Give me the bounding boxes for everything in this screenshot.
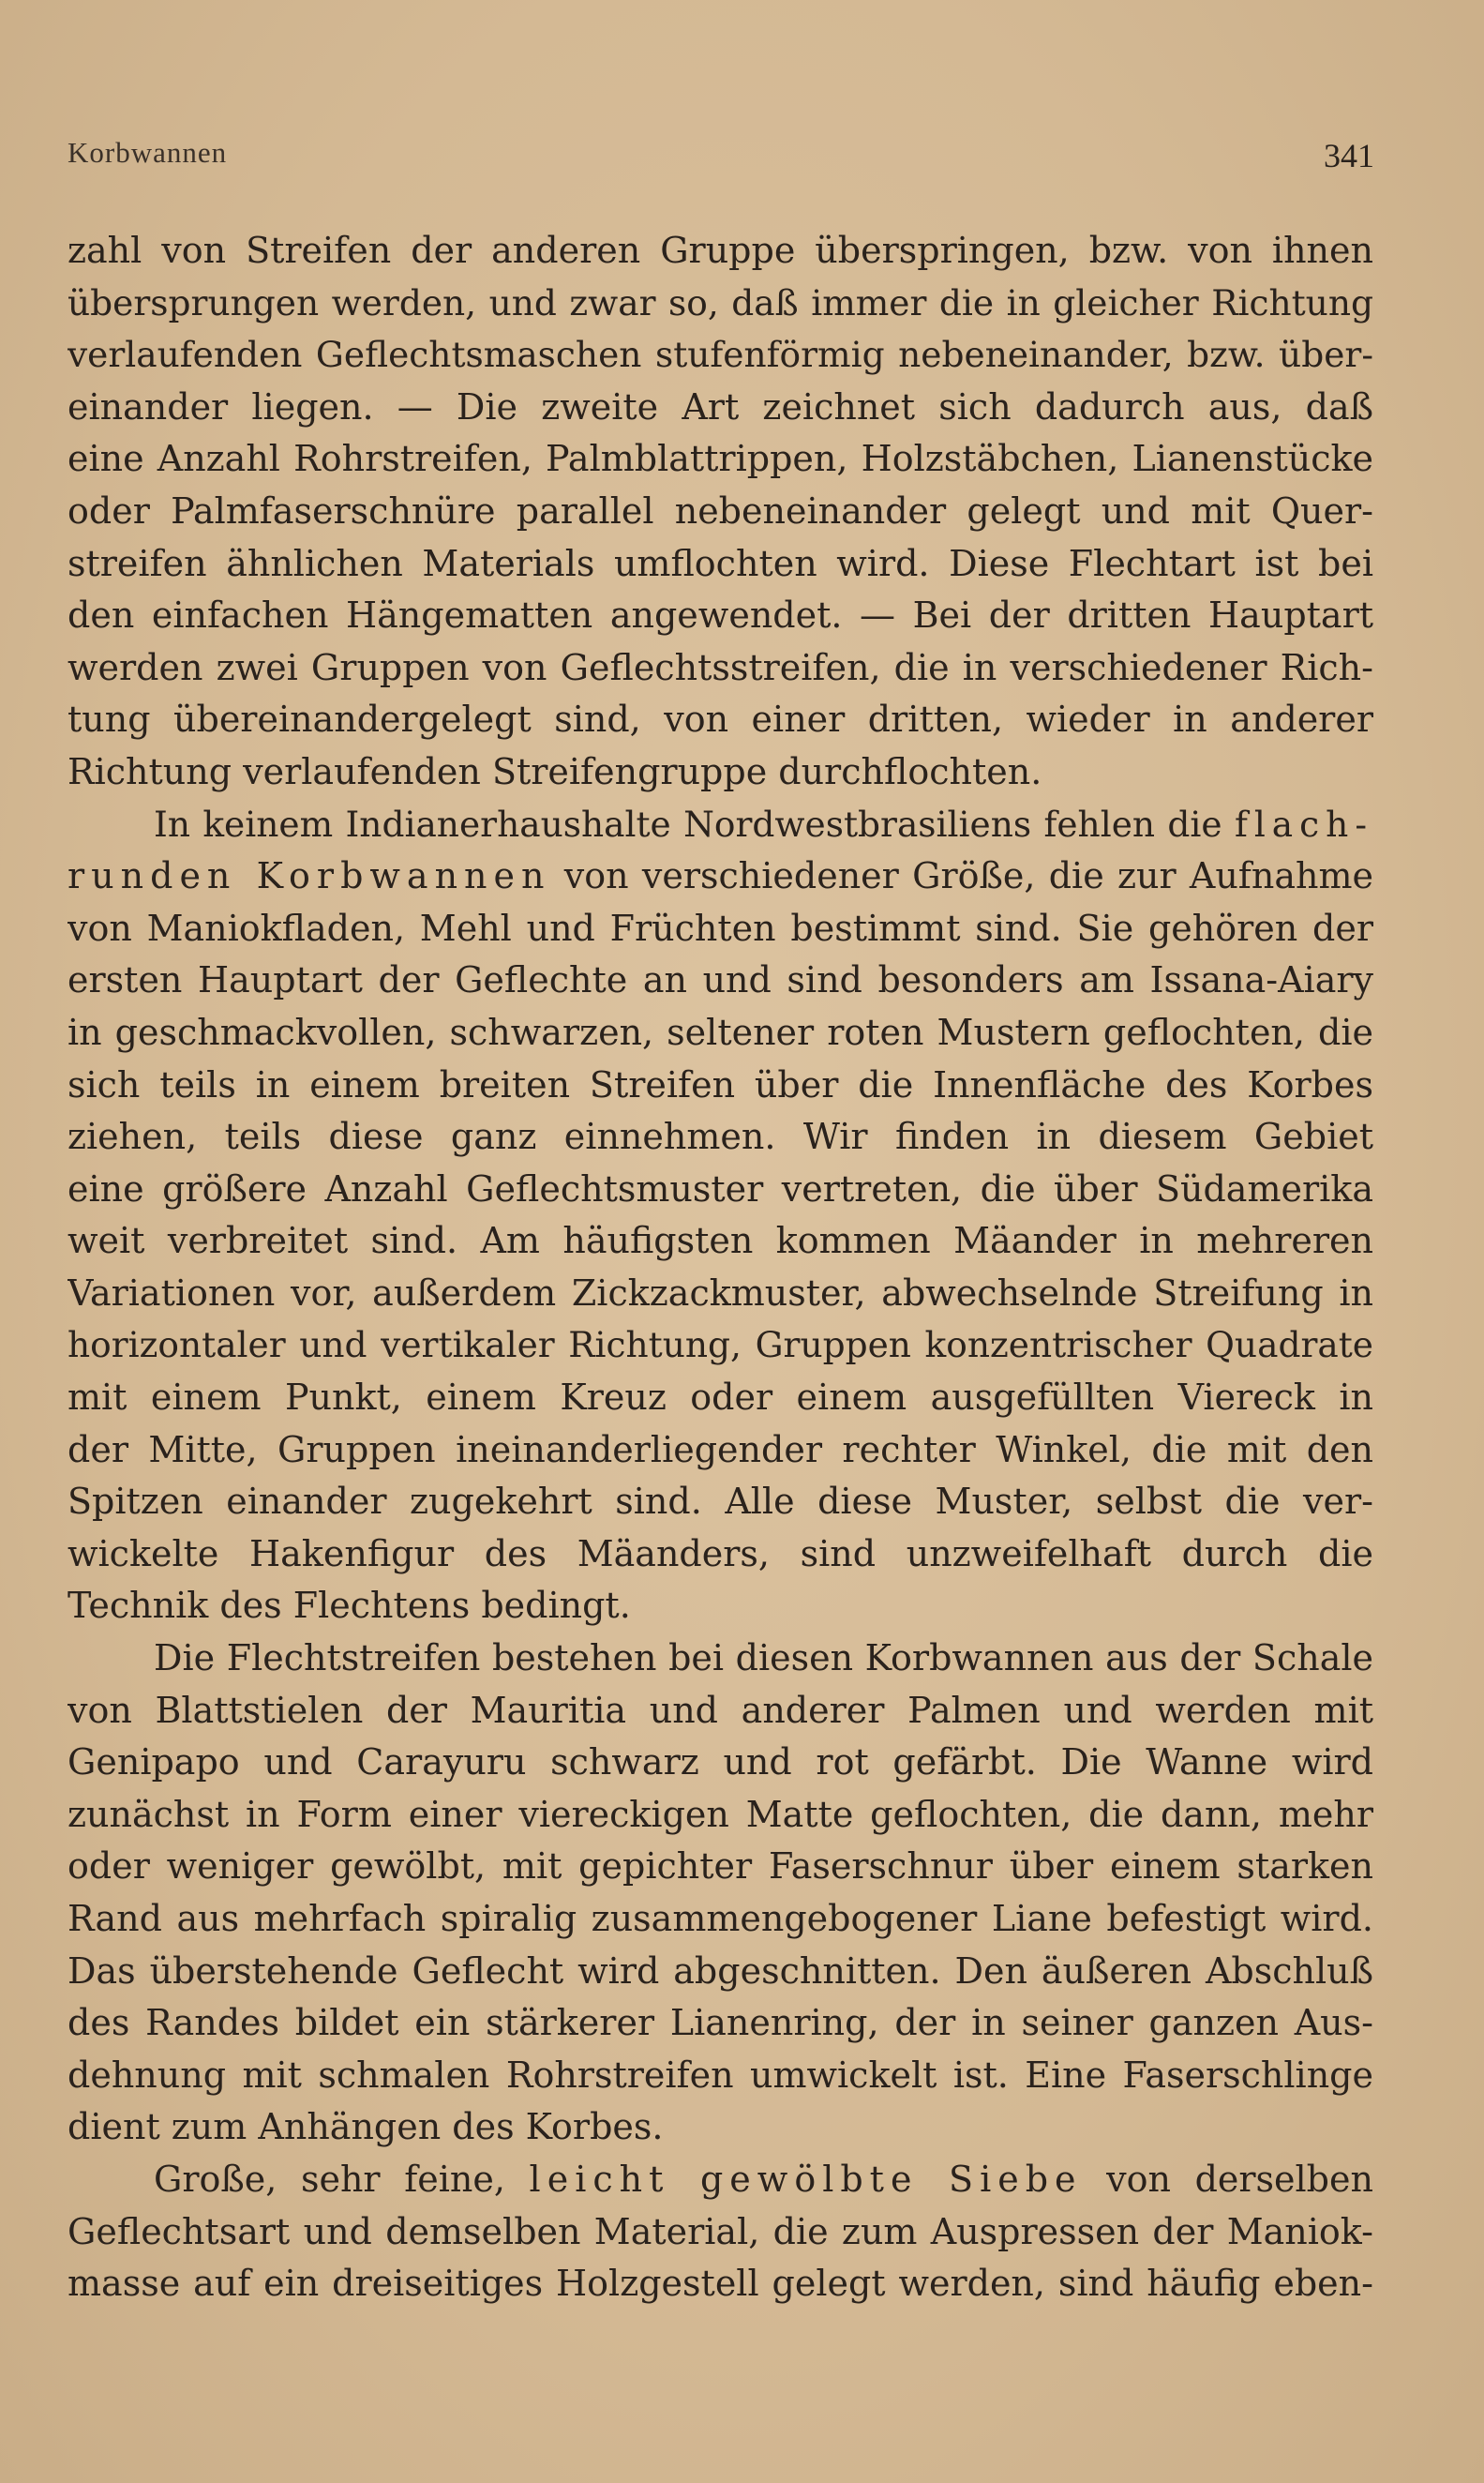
- text-line: des Randes bildet ein stärkerer Lianenring, der in seiner ganzen Aus-: [67, 2002, 1373, 2044]
- text-line: einander liegen. — Die zweite Art zeichnet sich dadurch aus, daß: [67, 385, 1373, 428]
- text-line: horizontaler und vertikaler Richtung, Gruppen konzentrischer Quadrate: [67, 1324, 1373, 1366]
- text-run: In keinem Indianerhaushalte Nordwestbrasiliens fehlen die: [154, 803, 1222, 845]
- text-line: Technik des Flechtens bedingt.: [67, 1585, 631, 1627]
- text-line: von Blattstielen der Mauritia und anderer Palmen und werden mit: [67, 1689, 1373, 1731]
- text-line: streifen ähnlichen Materials umflochten wird. Diese Flechtart ist bei: [67, 542, 1373, 584]
- paragraph-2: [67, 799, 1373, 1633]
- text-line: Spitzen einander zugekehrt sind. Alle diese Muster, selbst die ver-: [67, 1481, 1373, 1523]
- spaced-emphasis: leicht gewölbte Siebe: [529, 2158, 1083, 2200]
- text-line: von Maniokfladen, Mehl und Früchten bestimmt sind. Sie gehören der: [67, 907, 1373, 949]
- text-line: oder Palmfaserschnüre parallel nebeneinander gelegt und mit Quer-: [67, 489, 1373, 532]
- text-run: Große, sehr feine,: [154, 2158, 505, 2200]
- text-line: werden zwei Gruppen von Geflechtsstreifen, die in verschiedener Rich-: [67, 646, 1373, 688]
- spaced-emphasis: runden Korbwannen: [67, 855, 551, 897]
- text-line: sich teils in einem breiten Streifen über die Innenfläche des Korbes: [67, 1063, 1373, 1106]
- text-line: der Mitte, Gruppen ineinanderliegender rechter Winkel, die mit den: [67, 1428, 1373, 1470]
- paragraph-3: [67, 1633, 1373, 2154]
- text-line: verlaufenden Geflechtsmaschen stufenförmig nebeneinander, bzw. über-: [67, 334, 1373, 376]
- text-line: zahl von Streifen der anderen Gruppe überspringen, bzw. von ihnen: [67, 230, 1373, 271]
- text-line: tung übereinandergelegt sind, von einer dritten, wieder in anderer: [67, 699, 1373, 741]
- text-run: von verschiedener Größe, die zur Aufnahme: [563, 855, 1373, 897]
- text-line: eine größere Anzahl Geflechtsmuster vertreten, die über Südamerika: [67, 1167, 1373, 1210]
- running-head: Korbwannen: [67, 136, 228, 169]
- text-line: Variationen vor, außerdem Zickzackmuster, abwechselnde Streifung in: [67, 1272, 1373, 1314]
- text-line: Das überstehende Geflecht wird abgeschnitten. Den äußeren Abschluß: [67, 1949, 1373, 1992]
- text-line: zunächst in Form einer viereckigen Matte geflochten, die dann, mehr: [67, 1793, 1373, 1835]
- text-line: [67, 2154, 1373, 2206]
- text-line: [67, 850, 1373, 903]
- text-line: masse auf ein dreiseitiges Holzgestell gelegt werden, sind häufig eben-: [67, 2263, 1373, 2305]
- text-line: dehnung mit schmalen Rohrstreifen umwickelt ist. Eine Faserschlinge: [67, 2054, 1373, 2096]
- paragraph-1: [67, 225, 1373, 799]
- text-line: oder weniger gewölbt, mit gepichter Faserschnur über einem starken: [67, 1845, 1373, 1888]
- text-run: von derselben: [1106, 2158, 1373, 2200]
- text-line: mit einem Punkt, einem Kreuz oder einem ausgefüllten Viereck in: [67, 1377, 1373, 1419]
- text-line: Richtung verlaufenden Streifengruppe durchflochten.: [67, 750, 1042, 792]
- body-text: [67, 225, 1373, 2310]
- spaced-emphasis: flach-: [1234, 803, 1373, 845]
- text-line: wickelte Hakenfigur des Mäanders, sind unzweifelhaft durch die: [67, 1532, 1373, 1574]
- paragraph-4: [67, 2154, 1373, 2310]
- text-line: dient zum Anhängen des Korbes.: [67, 2106, 664, 2148]
- text-line: Geflechtsart und demselben Material, die zum Auspressen der Maniok-: [67, 2210, 1373, 2252]
- text-line: ersten Hauptart der Geflechte an und sind besonders am Issana-Aiary: [67, 959, 1373, 1001]
- text-line: weit verbreitet sind. Am häufigsten kommen Mäander in mehreren: [67, 1220, 1373, 1262]
- text-line: Rand aus mehrfach spiralig zusammengebogener Liane befestigt wird.: [67, 1898, 1373, 1939]
- text-line: [67, 799, 1373, 851]
- text-line: übersprungen werden, und zwar so, daß immer die in gleicher Richtung: [67, 281, 1373, 324]
- text-line: in geschmackvollen, schwarzen, seltener roten Mustern geflochten, die: [67, 1011, 1373, 1053]
- page-number: 341: [1324, 137, 1374, 174]
- text-line: Die Flechtstreifen bestehen bei diesen Korbwannen aus der Schale: [154, 1637, 1373, 1679]
- text-line: ziehen, teils diese ganz einnehmen. Wir finden in diesem Gebiet: [67, 1116, 1373, 1158]
- text-line: Genipapo und Carayuru schwarz und rot gefärbt. Die Wanne wird: [67, 1741, 1373, 1783]
- text-line: eine Anzahl Rohrstreifen, Palmblattrippen, Holzstäbchen, Lianenstücke: [67, 438, 1373, 480]
- text-line: den einfachen Hängematten angewendet. — Bei der dritten Hauptart: [67, 594, 1373, 637]
